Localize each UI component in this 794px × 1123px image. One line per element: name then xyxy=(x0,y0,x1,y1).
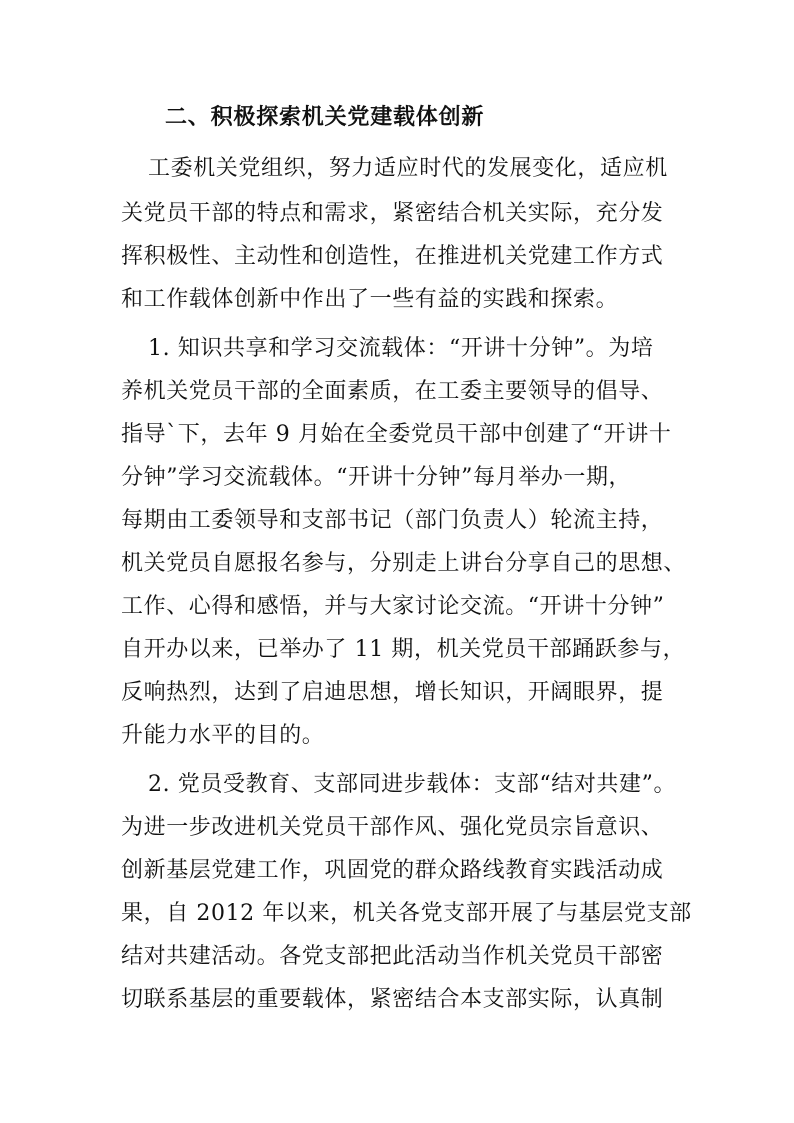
paragraph-1-line-1: 工委机关党组织，努力适应时代的发展变化，适应机 xyxy=(148,156,668,181)
section-heading: 二、积极探索机关党建载体创新 xyxy=(165,104,485,130)
paragraph-2-line-9: 反响热烈，达到了启迪思想，增长知识，开阔眼界，提 xyxy=(121,680,664,705)
paragraph-3-line-5: 结对共建活动。各党支部把此活动当作机关党员干部密 xyxy=(121,944,664,969)
paragraph-2-line-1: 1. 知识共享和学习交流载体：“开讲十分钟”。为培 xyxy=(148,336,654,361)
paragraph-2-line-2: 养机关党员干部的全面素质，在工委主要领导的倡导、 xyxy=(121,379,664,404)
paragraph-2-line-8: 自开办以来，已举办了 11 期，机关党员干部踊跃参与， xyxy=(121,637,686,662)
paragraph-3-line-2: 为进一步改进机关党员干部作风、强化党员宗旨意识、 xyxy=(121,815,664,840)
paragraph-2-line-4: 分钟”学习交流载体。“开讲十分钟”每月举办一期， xyxy=(121,465,632,490)
paragraph-1-line-2: 关党员干部的特点和需求，紧密结合机关实际，充分发 xyxy=(121,201,664,226)
paragraph-1-line-4: 和工作载体创新中作出了一些有益的实践和探索。 xyxy=(121,287,619,312)
paragraph-2-line-10: 升能力水平的目的。 xyxy=(121,723,325,748)
paragraph-2-line-3: 指导`下，去年 9 月始在全委党员干部中创建了“开讲十 xyxy=(121,422,672,447)
paragraph-2-line-7: 工作、心得和感悟，并与大家讨论交流。“开讲十分钟” xyxy=(121,594,665,619)
paragraph-3-line-1: 2. 党员受教育、支部同进步载体：支部“结对共建”。 xyxy=(148,772,677,797)
paragraph-2-line-6: 机关党员自愿报名参与，分别走上讲台分享自己的思想、 xyxy=(121,551,687,576)
paragraph-3-line-4: 果，自 2012 年以来，机关各党支部开展了与基层党支部 xyxy=(121,901,692,926)
paragraph-3-line-6: 切联系基层的重要载体，紧密结合本支部实际，认真制 xyxy=(121,987,664,1012)
paragraph-3-line-3: 创新基层党建工作，巩固党的群众路线教育实践活动成 xyxy=(121,858,664,883)
paragraph-2-line-5: 每期由工委领导和支部书记（部门负责人）轮流主持， xyxy=(121,508,664,533)
paragraph-1-line-3: 挥积极性、主动性和创造性，在推进机关党建工作方式 xyxy=(121,244,664,269)
